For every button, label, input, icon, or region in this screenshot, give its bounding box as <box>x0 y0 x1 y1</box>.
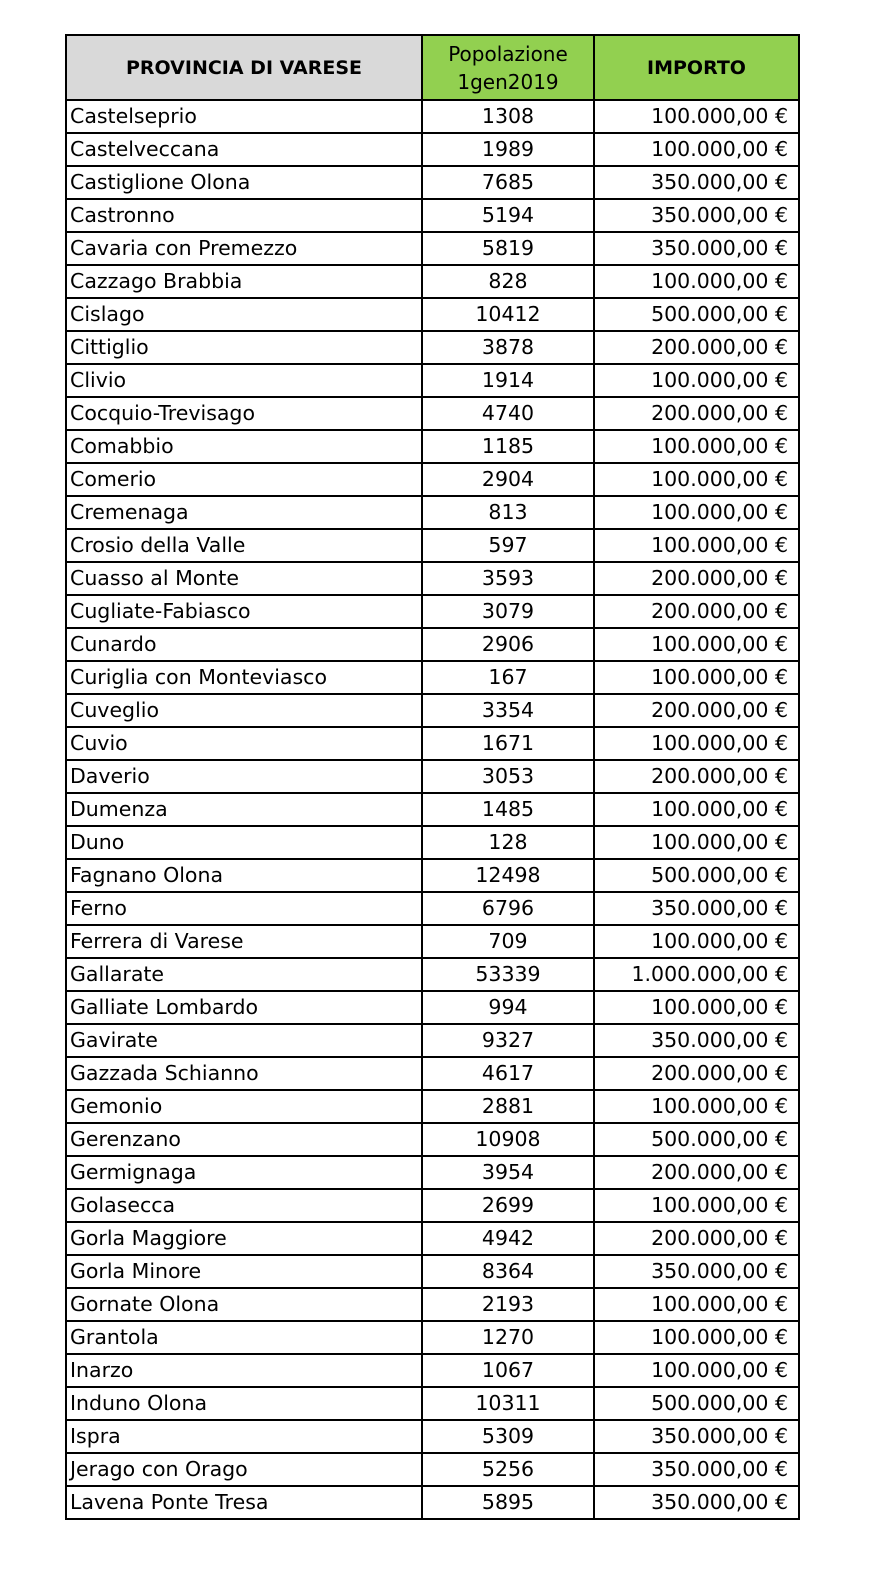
population-cell: 10311 <box>422 1387 594 1420</box>
amount-cell: 100.000,00 € <box>594 529 799 562</box>
amount-cell: 200.000,00 € <box>594 331 799 364</box>
population-cell: 1308 <box>422 100 594 133</box>
population-cell: 994 <box>422 991 594 1024</box>
municipality-cell: Curiglia con Monteviasco <box>66 661 422 694</box>
population-cell: 1270 <box>422 1321 594 1354</box>
table-row <box>66 925 799 958</box>
amount-cell: 350.000,00 € <box>594 1486 799 1519</box>
municipality-cell: Comabbio <box>66 430 422 463</box>
table-row <box>66 133 799 166</box>
municipality-cell: Crosio della Valle <box>66 529 422 562</box>
population-cell: 7685 <box>422 166 594 199</box>
amount-cell: 1.000.000,00 € <box>594 958 799 991</box>
table-row <box>66 1090 799 1123</box>
amount-cell: 500.000,00 € <box>594 1123 799 1156</box>
population-cell: 3053 <box>422 760 594 793</box>
amount-cell: 100.000,00 € <box>594 727 799 760</box>
population-cell: 5256 <box>422 1453 594 1486</box>
amount-cell: 350.000,00 € <box>594 1453 799 1486</box>
table-row <box>66 529 799 562</box>
population-cell: 2904 <box>422 463 594 496</box>
municipality-cell: Ispra <box>66 1420 422 1453</box>
municipality-cell: Cavaria con Premezzo <box>66 232 422 265</box>
table-row <box>66 463 799 496</box>
amount-cell: 100.000,00 € <box>594 100 799 133</box>
population-cell: 3593 <box>422 562 594 595</box>
population-cell: 9327 <box>422 1024 594 1057</box>
amount-cell: 100.000,00 € <box>594 793 799 826</box>
table-row <box>66 1486 799 1519</box>
municipality-cell: Castelveccana <box>66 133 422 166</box>
table-row <box>66 265 799 298</box>
municipality-cell: Gorla Minore <box>66 1255 422 1288</box>
amount-column-header: IMPORTO <box>594 35 799 100</box>
amount-cell: 100.000,00 € <box>594 496 799 529</box>
amount-cell: 350.000,00 € <box>594 232 799 265</box>
table-row <box>66 397 799 430</box>
table-row <box>66 1288 799 1321</box>
municipality-cell: Cittiglio <box>66 331 422 364</box>
municipality-cell: Induno Olona <box>66 1387 422 1420</box>
population-cell: 167 <box>422 661 594 694</box>
table-row <box>66 1222 799 1255</box>
table-row <box>66 1123 799 1156</box>
table-row <box>66 232 799 265</box>
amount-cell: 500.000,00 € <box>594 298 799 331</box>
funding-table <box>65 34 800 1520</box>
table-row <box>66 1387 799 1420</box>
table-row <box>66 727 799 760</box>
table-header <box>66 35 799 100</box>
table-row <box>66 562 799 595</box>
table-row <box>66 892 799 925</box>
table-row <box>66 826 799 859</box>
municipality-cell: Jerago con Orago <box>66 1453 422 1486</box>
population-cell: 597 <box>422 529 594 562</box>
table-row <box>66 1453 799 1486</box>
amount-cell: 100.000,00 € <box>594 364 799 397</box>
population-cell: 2906 <box>422 628 594 661</box>
municipality-cell: Ferrera di Varese <box>66 925 422 958</box>
table-row <box>66 1156 799 1189</box>
table-row <box>66 760 799 793</box>
municipality-cell: Cislago <box>66 298 422 331</box>
municipality-cell: Cocquio-Trevisago <box>66 397 422 430</box>
table-row <box>66 595 799 628</box>
table-row <box>66 628 799 661</box>
population-column-header <box>422 35 594 100</box>
population-cell: 1185 <box>422 430 594 463</box>
population-cell: 5819 <box>422 232 594 265</box>
amount-cell: 350.000,00 € <box>594 166 799 199</box>
table-row <box>66 364 799 397</box>
amount-cell: 100.000,00 € <box>594 925 799 958</box>
population-cell: 3354 <box>422 694 594 727</box>
population-cell: 5309 <box>422 1420 594 1453</box>
table-row <box>66 694 799 727</box>
table-row <box>66 100 799 133</box>
municipality-cell: Cremenaga <box>66 496 422 529</box>
population-cell: 813 <box>422 496 594 529</box>
municipality-cell: Ferno <box>66 892 422 925</box>
municipality-cell: Castronno <box>66 199 422 232</box>
table-row <box>66 958 799 991</box>
population-cell: 709 <box>422 925 594 958</box>
table-row <box>66 1321 799 1354</box>
table-row <box>66 496 799 529</box>
amount-cell: 350.000,00 € <box>594 1255 799 1288</box>
amount-cell: 100.000,00 € <box>594 463 799 496</box>
table-row <box>66 1189 799 1222</box>
amount-cell: 500.000,00 € <box>594 859 799 892</box>
amount-cell: 500.000,00 € <box>594 1387 799 1420</box>
amount-cell: 100.000,00 € <box>594 661 799 694</box>
municipality-cell: Daverio <box>66 760 422 793</box>
municipality-cell: Gallarate <box>66 958 422 991</box>
population-cell: 5895 <box>422 1486 594 1519</box>
population-cell: 10412 <box>422 298 594 331</box>
population-cell: 1671 <box>422 727 594 760</box>
amount-cell: 100.000,00 € <box>594 265 799 298</box>
amount-cell: 200.000,00 € <box>594 1057 799 1090</box>
table-row <box>66 199 799 232</box>
amount-cell: 100.000,00 € <box>594 1189 799 1222</box>
municipality-cell: Castelseprio <box>66 100 422 133</box>
population-cell: 1989 <box>422 133 594 166</box>
amount-cell: 200.000,00 € <box>594 1222 799 1255</box>
municipality-cell: Cuvio <box>66 727 422 760</box>
amount-cell: 200.000,00 € <box>594 760 799 793</box>
amount-cell: 100.000,00 € <box>594 430 799 463</box>
population-cell: 4617 <box>422 1057 594 1090</box>
header-row <box>66 35 799 100</box>
population-cell: 1485 <box>422 793 594 826</box>
amount-cell: 200.000,00 € <box>594 1156 799 1189</box>
municipality-cell: Gavirate <box>66 1024 422 1057</box>
municipality-cell: Comerio <box>66 463 422 496</box>
municipality-cell: Gemonio <box>66 1090 422 1123</box>
table-row <box>66 1057 799 1090</box>
amount-cell: 100.000,00 € <box>594 1288 799 1321</box>
municipality-cell: Duno <box>66 826 422 859</box>
amount-cell: 100.000,00 € <box>594 628 799 661</box>
amount-cell: 350.000,00 € <box>594 1024 799 1057</box>
amount-cell: 100.000,00 € <box>594 1321 799 1354</box>
table-row <box>66 661 799 694</box>
amount-cell: 350.000,00 € <box>594 1420 799 1453</box>
municipality-cell: Lavena Ponte Tresa <box>66 1486 422 1519</box>
amount-cell: 100.000,00 € <box>594 826 799 859</box>
municipality-cell: Cunardo <box>66 628 422 661</box>
table-row <box>66 298 799 331</box>
municipality-cell: Cuasso al Monte <box>66 562 422 595</box>
population-cell: 3954 <box>422 1156 594 1189</box>
population-cell: 2699 <box>422 1189 594 1222</box>
municipality-cell: Golasecca <box>66 1189 422 1222</box>
municipality-cell: Dumenza <box>66 793 422 826</box>
municipality-cell: Gorla Maggiore <box>66 1222 422 1255</box>
amount-cell: 100.000,00 € <box>594 1354 799 1387</box>
table-row <box>66 166 799 199</box>
municipality-cell: Gornate Olona <box>66 1288 422 1321</box>
municipality-cell: Cugliate-Fabiasco <box>66 595 422 628</box>
table-row <box>66 859 799 892</box>
municipality-cell: Cuveglio <box>66 694 422 727</box>
municipality-cell: Cazzago Brabbia <box>66 265 422 298</box>
amount-cell: 200.000,00 € <box>594 694 799 727</box>
population-cell: 4740 <box>422 397 594 430</box>
population-cell: 1067 <box>422 1354 594 1387</box>
table-row <box>66 1255 799 1288</box>
table-row <box>66 991 799 1024</box>
amount-cell: 200.000,00 € <box>594 562 799 595</box>
population-cell: 12498 <box>422 859 594 892</box>
municipality-cell: Castiglione Olona <box>66 166 422 199</box>
population-cell: 2881 <box>422 1090 594 1123</box>
municipality-cell: Gazzada Schianno <box>66 1057 422 1090</box>
amount-cell: 100.000,00 € <box>594 991 799 1024</box>
table-row <box>66 1354 799 1387</box>
population-cell: 828 <box>422 265 594 298</box>
municipality-cell: Inarzo <box>66 1354 422 1387</box>
amount-cell: 200.000,00 € <box>594 595 799 628</box>
population-header-line2: 1gen2019 <box>457 69 559 94</box>
municipality-cell: Clivio <box>66 364 422 397</box>
municipality-cell: Fagnano Olona <box>66 859 422 892</box>
population-cell: 128 <box>422 826 594 859</box>
population-cell: 5194 <box>422 199 594 232</box>
amount-cell: 350.000,00 € <box>594 892 799 925</box>
table-row <box>66 793 799 826</box>
population-cell: 3878 <box>422 331 594 364</box>
population-cell: 1914 <box>422 364 594 397</box>
population-cell: 4942 <box>422 1222 594 1255</box>
population-cell: 6796 <box>422 892 594 925</box>
table-row <box>66 430 799 463</box>
municipality-cell: Galliate Lombardo <box>66 991 422 1024</box>
amount-cell: 200.000,00 € <box>594 397 799 430</box>
population-cell: 53339 <box>422 958 594 991</box>
table-row <box>66 1024 799 1057</box>
population-cell: 2193 <box>422 1288 594 1321</box>
amount-cell: 350.000,00 € <box>594 199 799 232</box>
amount-cell: 100.000,00 € <box>594 1090 799 1123</box>
province-column-header: PROVINCIA DI VARESE <box>66 35 422 100</box>
population-cell: 3079 <box>422 595 594 628</box>
municipality-cell: Gerenzano <box>66 1123 422 1156</box>
population-cell: 8364 <box>422 1255 594 1288</box>
population-cell: 10908 <box>422 1123 594 1156</box>
municipality-cell: Germignaga <box>66 1156 422 1189</box>
municipality-cell: Grantola <box>66 1321 422 1354</box>
table-row <box>66 331 799 364</box>
population-header-line1: Popolazione <box>448 41 568 66</box>
table-row <box>66 1420 799 1453</box>
amount-cell: 100.000,00 € <box>594 133 799 166</box>
table-body <box>66 100 799 1519</box>
